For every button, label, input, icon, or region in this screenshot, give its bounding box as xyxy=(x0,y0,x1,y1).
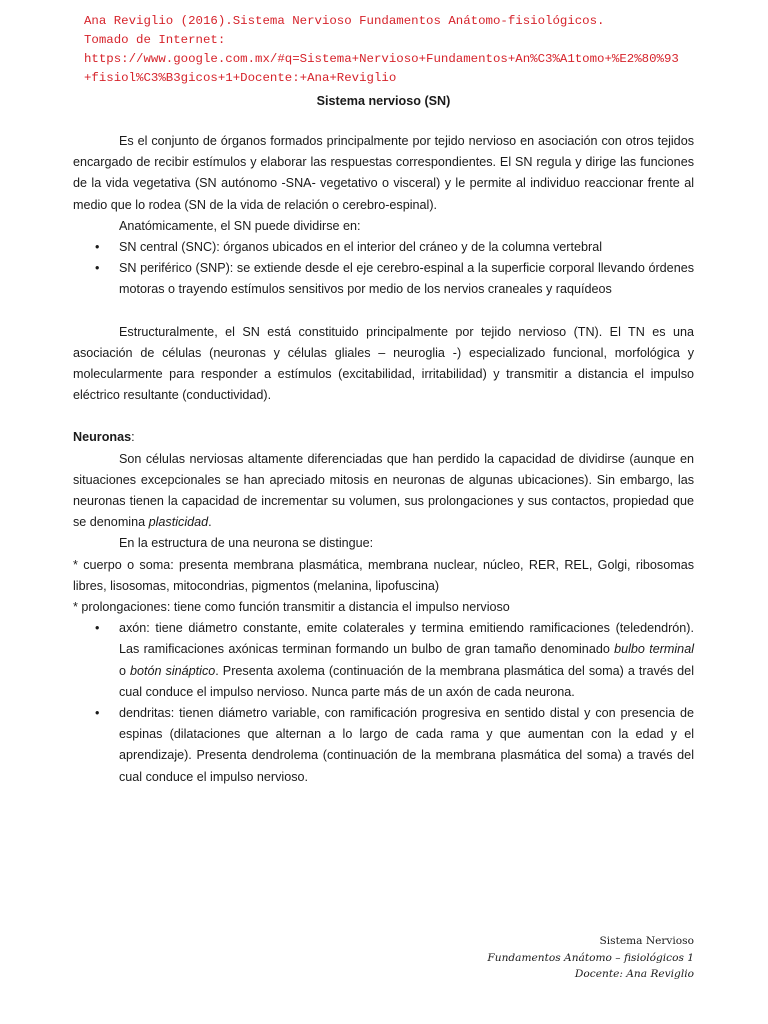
reference-line: Ana Reviglio (2016).Sistema Nervioso Fundamentos Anátomo-fisiológicos. xyxy=(84,14,605,28)
plasticity-term: plasticidad xyxy=(148,515,209,530)
source-reference xyxy=(84,12,714,88)
boton-sinaptico-term: botón sináptico xyxy=(130,663,216,678)
footer-line: Docente: Ana Reviglio xyxy=(574,968,694,980)
axon-text: axón: tiene diámetro constante, emite colaterales y termina emitiendo ramificaciones (teledendrón). Las ramificaciones axónicas terminan formando un bulbo de gran tamaño denominado xyxy=(119,621,694,657)
intro-paragraph: Es el conjunto de órganos formados principalmente por tejido nervioso en asociación con otros tejidos encargado de recibir estímulos y elaborar las respuestas correspondientes. El SN regula y dirige las funciones de la vida vegetativa (SN autónomo -SNA- vegetativo o visceral) y le permite al individuo reaccionar frente al medio que lo rodea (SN de la vida de relación o cerebro-espinal). xyxy=(73,134,694,212)
footer-line: Fundamentos Anátomo – fisiológicos 1 xyxy=(487,951,694,964)
spacer xyxy=(73,406,694,427)
dendrites-text: dendritas: tienen diámetro variable, con ramificación progresiva en sentido distal y con presencia de espinas (dilataciones que alternan a lo largo de cada rama y que aumentan con la edad y el aprendizaje). Presenta dendrolema (continuación de la membrana plasmática del soma) a través del cual conduce el impulso nervioso. xyxy=(119,706,694,784)
neurons-paragraph-text: Son células nerviosas altamente diferenciadas que han perdido la capacidad de dividirse (aunque en situaciones excepcionales se han apreciado mitosis en neuronas de algunas ubicaciones). Sin embargo, las neuronas tienen la capacidad de incrementar su volumen, sus prolongaciones y sus contactos, propiedad que se denomina xyxy=(73,451,694,530)
neurons-paragraph xyxy=(73,449,694,534)
spacer xyxy=(73,301,694,322)
neurons-paragraph-end: . xyxy=(208,515,212,530)
axon-text-end: . Presenta axolema (continuación de la membrana plasmática del soma) a través del cual conduce el impulso nervioso. Nunca parte más de un axón de cada neurona. xyxy=(119,663,694,699)
bullet-icon: • xyxy=(95,706,100,721)
structure-paragraph: Estructuralmente, el SN está constituido principalmente por tejido nervioso (TN). El TN es una asociación de células (neuronas y células gliales – neuroglia -) especializado funcional, morfológica y molecularmente para responder a estímulos (excitabilidad, irritabilidad) y transmitir a distancia el impulso eléctrico resultante (conductividad). xyxy=(73,324,694,403)
prolongations-item: * prolongaciones: tiene como función transmitir a distancia el impulso nervioso xyxy=(73,600,510,615)
axon-text-conj: o xyxy=(119,663,131,678)
list-item xyxy=(73,237,694,258)
bullet-icon: • xyxy=(95,621,100,636)
document-body xyxy=(73,93,694,788)
document-title: Sistema nervioso (SN) xyxy=(316,94,451,108)
prolongations-list xyxy=(73,618,694,788)
division-list xyxy=(73,237,694,301)
division-intro: Anatómicamente, el SN puede dividirse en: xyxy=(119,218,361,233)
bullet-icon: • xyxy=(95,240,100,255)
structure-intro: En la estructura de una neurona se distingue: xyxy=(119,536,374,551)
heading-colon: : xyxy=(131,430,135,445)
reference-line: Tomado de Internet: xyxy=(84,33,226,47)
reference-url-line: +fisiol%C3%B3gicos+1+Docente:+Ana+Reviglio xyxy=(84,71,397,85)
list-item-dendrites xyxy=(73,703,694,788)
page-footer xyxy=(487,933,694,983)
neurons-heading: Neuronas xyxy=(73,430,132,445)
bullet-icon: • xyxy=(95,261,100,276)
list-item-text: SN central (SNC): órganos ubicados en el interior del cráneo y de la columna vertebral xyxy=(119,240,603,255)
neurons-heading-line xyxy=(73,427,694,448)
bulbo-terminal-term: bulbo terminal xyxy=(614,642,694,657)
soma-item: * cuerpo o soma: presenta membrana plasmática, membrana nuclear, núcleo, RER, REL, Golgi, ribosomas libres, lisosomas, mitocondrias, pigmentos (melanina, lipofuscina) xyxy=(73,557,694,593)
list-item-text: SN periférico (SNP): se extiende desde el eje cerebro-espinal a la superficie corporal llevando órdenes motoras o trayendo estímulos sensitivos por medio de los nervios craneales y raquídeos xyxy=(119,261,694,297)
list-item xyxy=(73,258,694,300)
reference-url-line: https://www.google.com.mx/#q=Sistema+Nervioso+Fundamentos+An%C3%A1tomo+%E2%80%93 xyxy=(84,52,679,66)
footer-line: Sistema Nervioso xyxy=(599,935,694,947)
list-item-axon xyxy=(73,618,694,703)
